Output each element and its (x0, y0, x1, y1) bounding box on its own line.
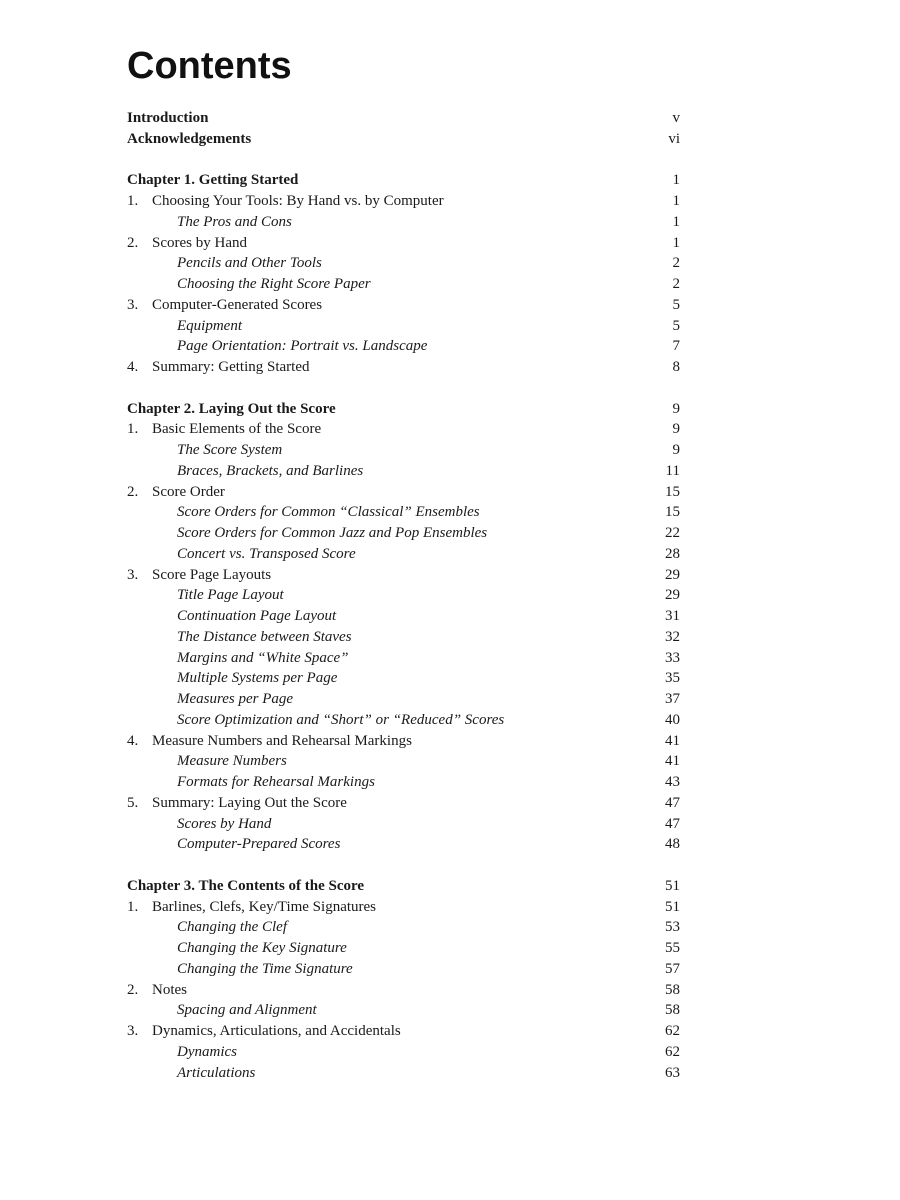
section-number: 3. (127, 566, 139, 583)
section-number: 1. (127, 193, 139, 209)
entry-title (177, 668, 337, 689)
entry-label: Measures per Page (177, 691, 294, 707)
section-number: 3. (127, 1023, 139, 1039)
page-number: 37 (665, 691, 680, 707)
toc-entry-section[interactable] (127, 419, 680, 440)
toc-entry-sub[interactable] (127, 461, 680, 482)
entry-label: Summary: Laying Out the Score (152, 794, 347, 811)
toc-entry-sub[interactable] (127, 1000, 680, 1021)
entry-title (127, 191, 444, 212)
entry-title (127, 980, 187, 1001)
toc-entry-sub[interactable] (127, 336, 680, 357)
section-number: 2. (127, 981, 139, 998)
entry-label: Page Orientation: Portrait vs. Landscape (177, 338, 428, 355)
entry-label: Score Order (152, 483, 225, 500)
toc-entry-section[interactable] (127, 565, 680, 586)
toc-entry-section[interactable] (127, 295, 680, 316)
page-number: 8 (672, 359, 680, 375)
entry-title (127, 876, 364, 897)
entry-label: Concert vs. Transposed Score (177, 545, 356, 562)
page-number: 48 (665, 836, 680, 853)
page-number: 9 (672, 421, 680, 438)
page-number: 58 (665, 1002, 680, 1019)
entry-title (177, 461, 363, 482)
entry-label: Changing the Clef (177, 919, 287, 936)
entry-title (127, 129, 251, 150)
entry-label: Score Optimization and “Short” or “Reduced” Scores (177, 711, 505, 728)
entry-title (127, 295, 322, 316)
toc-entry-chapter[interactable] (127, 876, 680, 897)
toc-entry-sub[interactable] (127, 834, 680, 855)
entry-title (177, 316, 242, 337)
toc-entry-sub[interactable] (127, 668, 680, 689)
section-gap (127, 855, 680, 876)
entry-title (177, 253, 322, 274)
entry-label: Chapter 1. Getting Started (127, 172, 299, 189)
entry-title (127, 565, 271, 586)
section-number: 1. (127, 421, 139, 438)
entry-title (177, 938, 347, 959)
page-number: 33 (665, 649, 680, 666)
entry-title (177, 1042, 237, 1063)
entry-title (127, 793, 347, 814)
section-number: 2. (127, 483, 139, 500)
entry-label: Introduction (127, 110, 209, 126)
entry-title (127, 233, 247, 254)
page-number: 28 (665, 545, 680, 562)
entry-label: Changing the Time Signature (177, 960, 353, 977)
entry-label: Changing the Key Signature (177, 940, 347, 956)
entry-label: Continuation Page Layout (177, 608, 337, 624)
toc-entry-sub[interactable] (127, 544, 680, 565)
entry-label: Margins and “White Space” (177, 649, 349, 666)
page-number: vi (668, 130, 680, 147)
toc-entry-sub[interactable] (127, 502, 680, 523)
entry-label: Articulations (177, 1064, 256, 1081)
page-number: 43 (665, 774, 680, 790)
entry-title (177, 336, 427, 357)
entry-title (127, 357, 309, 378)
table-of-contents (127, 108, 680, 1083)
page-number: 1 (672, 234, 680, 251)
toc-entry-section[interactable] (127, 793, 680, 814)
entry-label: Score Orders for Common Jazz and Pop Ensembles (177, 525, 488, 541)
entry-title (177, 710, 504, 731)
page-number: 47 (665, 794, 680, 811)
entry-title (177, 1063, 255, 1084)
entry-title (177, 648, 349, 669)
toc-entry-sub[interactable] (127, 917, 680, 938)
page-number: 9 (672, 400, 680, 417)
entry-label: Dynamics (177, 1043, 237, 1060)
entry-title (127, 108, 208, 129)
toc-entry-sub[interactable] (127, 523, 680, 544)
page-number: 40 (665, 711, 680, 728)
entry-label: Computer-Prepared Scores (177, 836, 341, 853)
entry-title (177, 440, 282, 461)
entry-label: Summary: Getting Started (152, 359, 310, 375)
entry-title (177, 212, 292, 233)
entry-label: Braces, Brackets, and Barlines (177, 462, 364, 479)
page-number: 5 (672, 296, 680, 313)
entry-label: Multiple Systems per Page (177, 670, 338, 687)
entry-label: Title Page Layout (177, 587, 284, 604)
entry-title (177, 523, 487, 544)
entry-title (177, 751, 287, 772)
entry-title (177, 834, 340, 855)
toc-entry-chapter[interactable] (127, 399, 680, 420)
section-number: 5. (127, 794, 139, 811)
page-number: 32 (665, 628, 680, 645)
section-gap (127, 150, 680, 171)
entry-title (127, 731, 412, 752)
page-number: 22 (665, 525, 680, 541)
page-number: 7 (672, 338, 680, 355)
page-number: 47 (665, 815, 680, 832)
entry-label: Spacing and Alignment (177, 1002, 317, 1019)
page-number: 57 (665, 960, 680, 977)
page-number: 5 (672, 317, 680, 334)
page-number: 1 (672, 172, 680, 189)
entry-label: Dynamics, Articulations, and Accidentals (152, 1023, 401, 1039)
toc-entry-sub[interactable] (127, 585, 680, 606)
section-number: 4. (127, 732, 139, 749)
toc-entry-sub[interactable] (127, 959, 680, 980)
entry-label: Formats for Rehearsal Markings (177, 774, 375, 790)
toc-entry-section[interactable] (127, 980, 680, 1001)
entry-title (177, 772, 375, 793)
page-number: 1 (672, 193, 680, 209)
toc-entry-section[interactable] (127, 357, 680, 378)
entry-label: Choosing the Right Score Paper (177, 276, 371, 292)
page-number: 58 (665, 981, 680, 998)
toc-entry-sub[interactable] (127, 772, 680, 793)
section-number: 3. (127, 296, 139, 313)
page-number: 29 (665, 587, 680, 604)
toc-entry-sub[interactable] (127, 751, 680, 772)
entry-title (127, 170, 298, 191)
toc-entry-chapter[interactable] (127, 170, 680, 191)
entry-title (177, 502, 480, 523)
entry-title (177, 606, 336, 627)
entry-title (127, 897, 376, 918)
page-number: 51 (665, 898, 680, 915)
page-number: 51 (665, 877, 680, 894)
toc-entry-sub[interactable] (127, 274, 680, 295)
entry-title (177, 544, 356, 565)
entry-label: Scores by Hand (177, 815, 272, 832)
toc-entry-sub[interactable] (127, 938, 680, 959)
toc-entry-sub[interactable] (127, 648, 680, 669)
page-number: 62 (665, 1023, 680, 1039)
entry-title (177, 585, 284, 606)
entry-label: The Distance between Staves (177, 628, 352, 645)
toc-entry-front[interactable] (127, 108, 680, 129)
entry-label: Chapter 2. Laying Out the Score (127, 400, 336, 417)
page-title: Contents (127, 45, 292, 87)
page-number: 9 (672, 442, 680, 458)
page-number: 29 (665, 566, 680, 583)
entry-title (177, 627, 352, 648)
entry-label: Equipment (177, 317, 242, 334)
entry-label: Measure Numbers and Rehearsal Markings (152, 732, 412, 749)
page-number: 63 (665, 1064, 680, 1081)
page-number: 15 (665, 504, 680, 521)
entry-label: Chapter 3. The Contents of the Score (127, 877, 365, 894)
page-number: 1 (672, 213, 680, 230)
toc-entry-sub[interactable] (127, 606, 680, 627)
entry-label: Pencils and Other Tools (177, 255, 322, 272)
toc-entry-section[interactable] (127, 233, 680, 254)
page-number: v (672, 110, 680, 126)
entry-label: Choosing Your Tools: By Hand vs. by Computer (152, 193, 444, 209)
entry-title (177, 689, 293, 710)
page-number: 15 (665, 483, 680, 500)
page-number: 2 (672, 276, 680, 292)
toc-entry-sub[interactable] (127, 1042, 680, 1063)
entry-label: Basic Elements of the Score (152, 421, 322, 438)
entry-title (177, 1000, 317, 1021)
entry-label: The Pros and Cons (177, 213, 292, 230)
section-number: 4. (127, 359, 139, 375)
entry-title (127, 482, 225, 503)
toc-entry-sub[interactable] (127, 253, 680, 274)
toc-entry-sub[interactable] (127, 316, 680, 337)
page-number: 2 (672, 255, 680, 272)
page-number: 62 (665, 1043, 680, 1060)
entry-label: Barlines, Clefs, Key/Time Signatures (152, 898, 377, 915)
section-gap (127, 378, 680, 399)
page-number: 53 (665, 919, 680, 936)
entry-label: Score Orders for Common “Classical” Ensembles (177, 504, 480, 521)
toc-entry-sub[interactable] (127, 814, 680, 835)
entry-label: The Score System (177, 442, 283, 458)
toc-entry-sub[interactable] (127, 440, 680, 461)
entry-title (127, 419, 321, 440)
page-number: 55 (665, 940, 680, 956)
toc-entry-sub[interactable] (127, 212, 680, 233)
entry-label: Measure Numbers (177, 753, 287, 770)
entry-label: Acknowledgements (127, 130, 252, 147)
toc-entry-section[interactable] (127, 482, 680, 503)
entry-title (177, 917, 287, 938)
page-number: 11 (665, 462, 680, 479)
entry-label: Computer-Generated Scores (152, 296, 323, 313)
page-number: 31 (665, 608, 680, 624)
toc-entry-sub[interactable] (127, 710, 680, 731)
toc-entry-sub[interactable] (127, 1063, 680, 1084)
page-number: 35 (665, 670, 680, 687)
entry-label: Score Page Layouts (152, 566, 272, 583)
toc-entry-sub[interactable] (127, 627, 680, 648)
page-number: 41 (665, 732, 680, 749)
toc-entry-section[interactable] (127, 1021, 680, 1042)
entry-title (177, 814, 271, 835)
page-number: 41 (665, 753, 680, 770)
toc-entry-front[interactable] (127, 129, 680, 150)
toc-entry-sub[interactable] (127, 689, 680, 710)
entry-title (127, 1021, 401, 1042)
entry-title (177, 959, 353, 980)
section-number: 1. (127, 898, 139, 915)
entry-label: Scores by Hand (152, 234, 247, 251)
toc-entry-section[interactable] (127, 897, 680, 918)
entry-title (177, 274, 371, 295)
entry-title (127, 399, 336, 420)
section-number: 2. (127, 234, 139, 251)
entry-label: Notes (152, 981, 187, 998)
toc-entry-section[interactable] (127, 731, 680, 752)
toc-entry-section[interactable] (127, 191, 680, 212)
